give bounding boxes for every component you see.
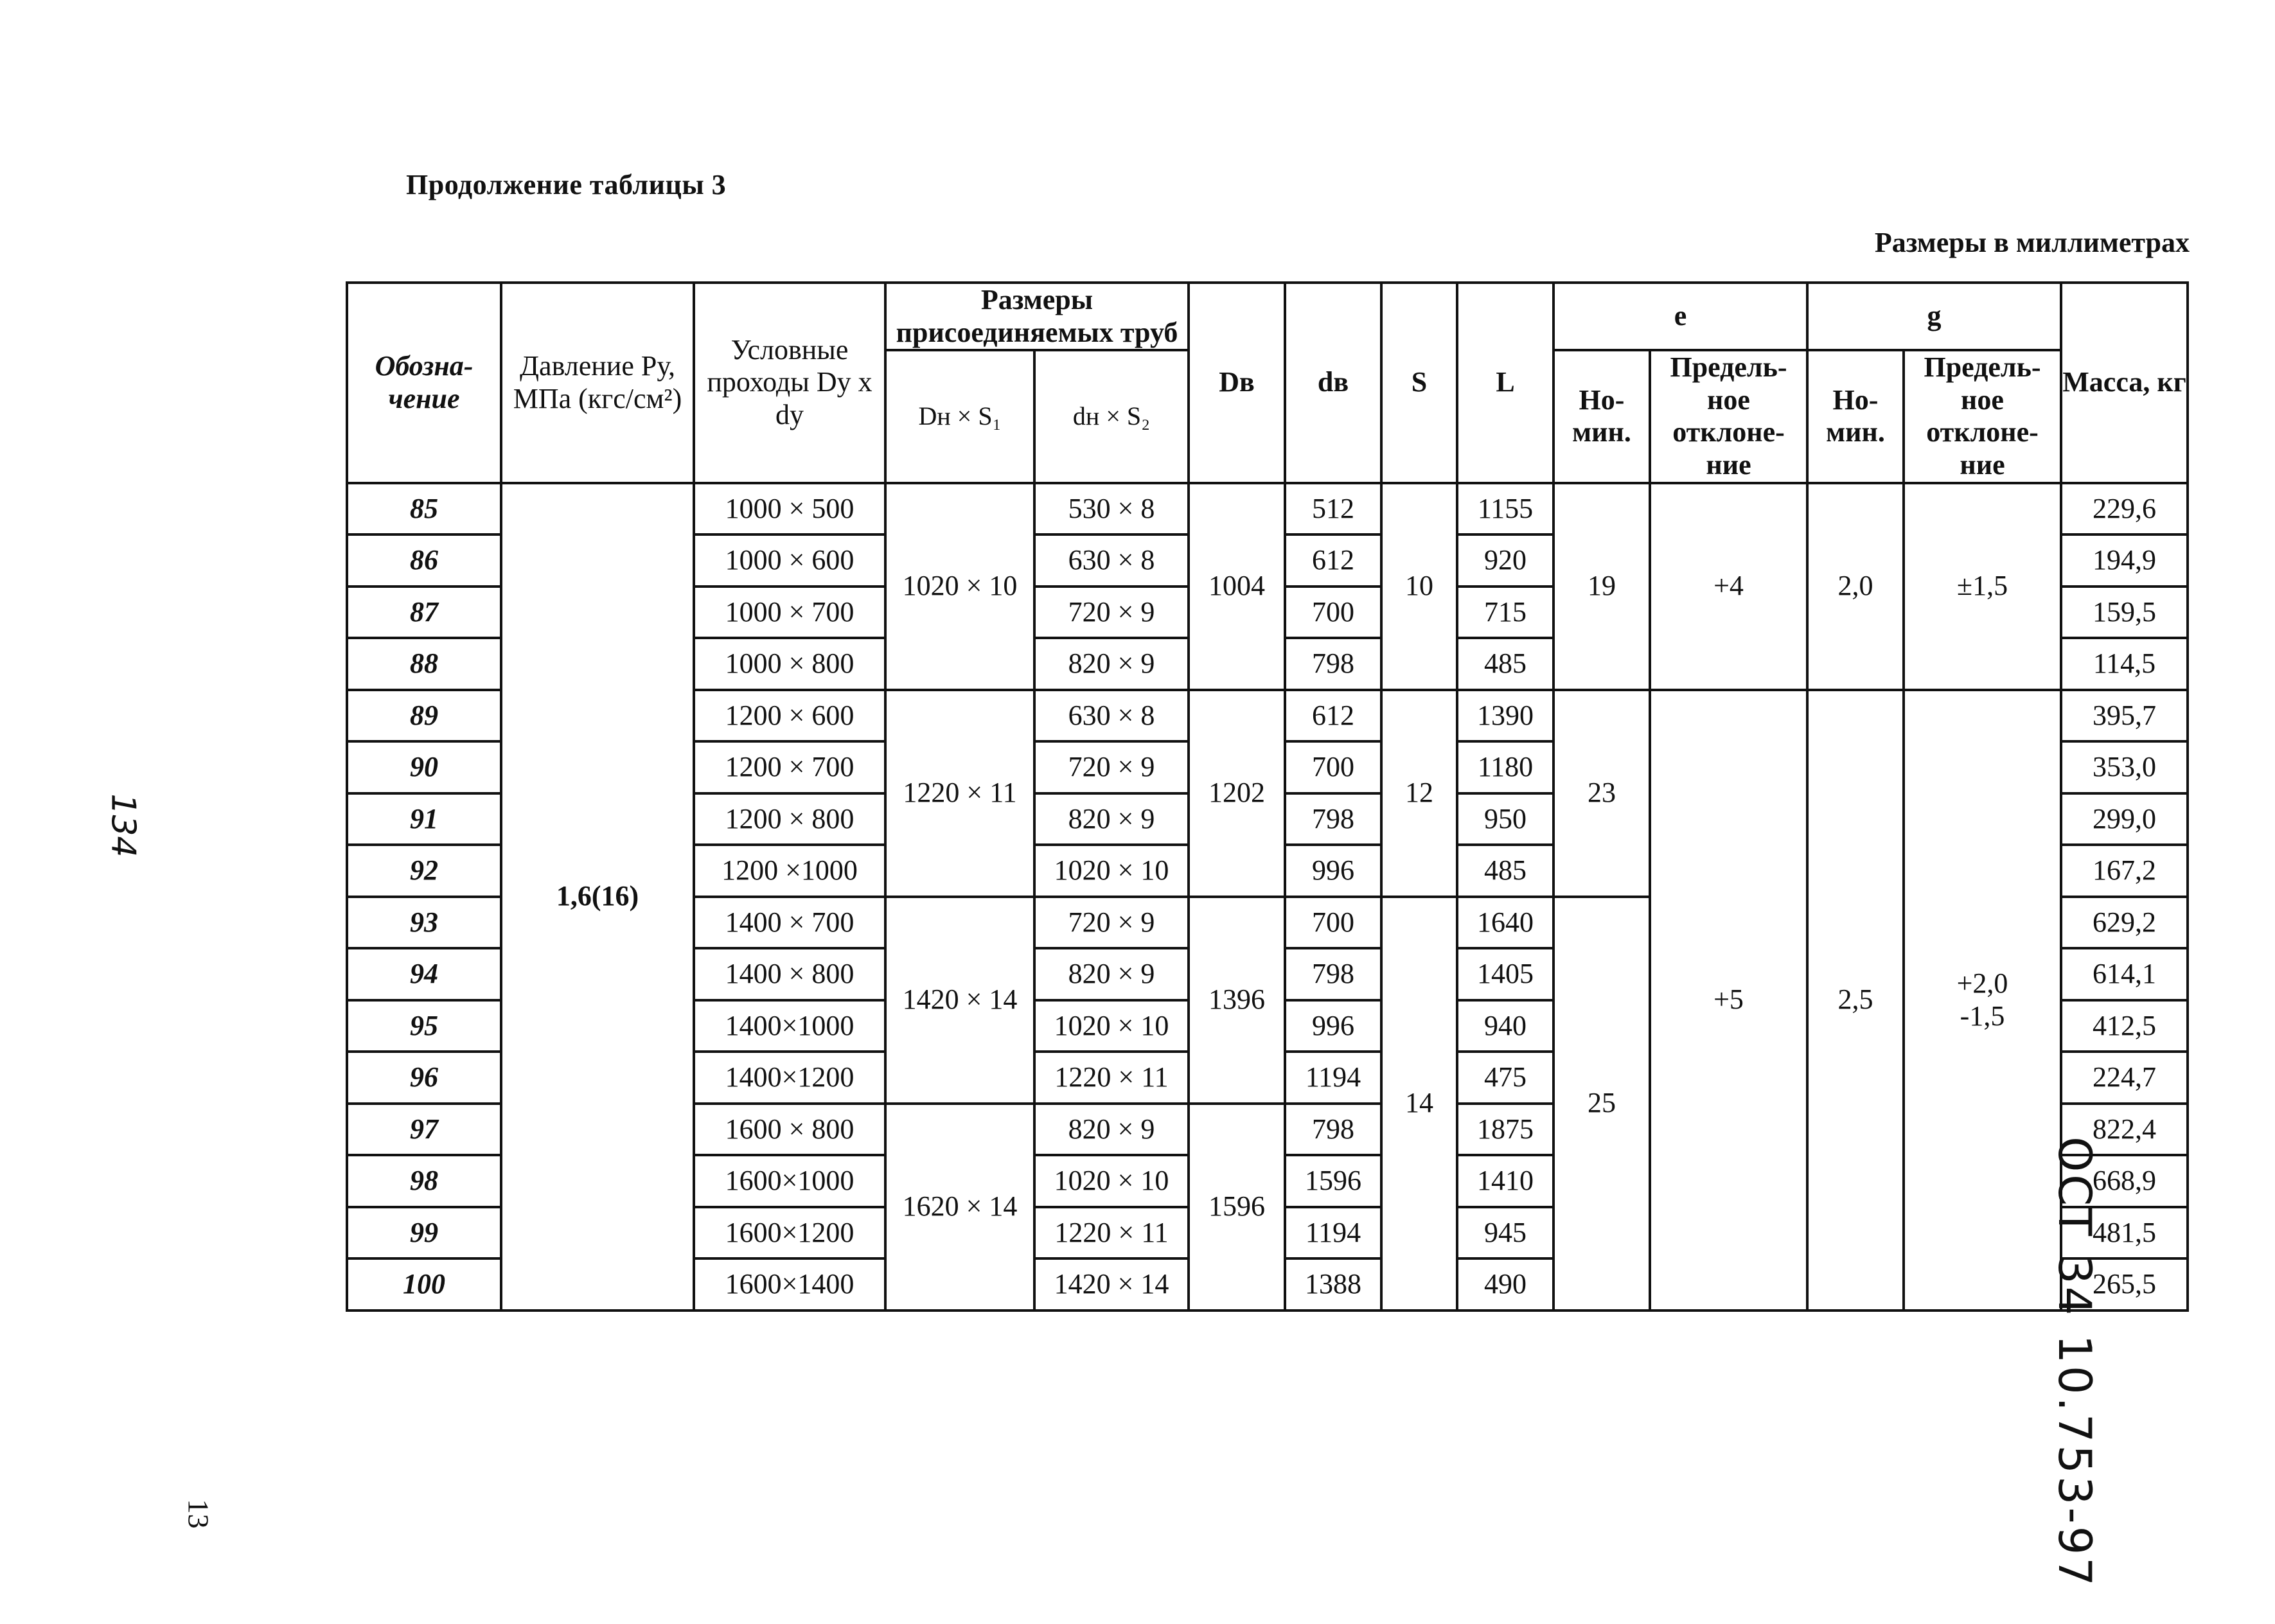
header-passes: Условные проходы Dy x dy [694,283,885,483]
group-S: 10 [1381,483,1457,690]
g-dev-lower: -1,5 [1960,1000,2005,1032]
row-d2: 720 × 9 [1034,897,1189,949]
row-L: 485 [1457,638,1554,690]
row-pass: 1000 × 500 [694,483,885,535]
row-d2: 1420 × 14 [1034,1258,1189,1311]
row-d2: 630 × 8 [1034,690,1189,742]
row-oboz: 87 [347,587,501,639]
row-d2: 530 × 8 [1034,483,1189,535]
row-oboz: 92 [347,845,501,897]
row-oboz: 100 [347,1258,501,1311]
row-mass: 167,2 [2061,845,2188,897]
row-oboz: 86 [347,534,501,587]
group-Db: 1396 [1189,897,1285,1104]
row-db: 700 [1285,587,1381,639]
header-pipes: Размеры присоединяемых труб [885,283,1189,350]
row-d2: 820 × 9 [1034,793,1189,845]
row-L: 490 [1457,1258,1554,1311]
header-pipe-D: Dн × S₁ [885,350,1034,482]
row-L: 715 [1457,587,1554,639]
row-pass: 1200 ×1000 [694,845,885,897]
row-pass: 1000 × 700 [694,587,885,639]
header-oboz: Обозна-чение [347,283,501,483]
row-pass: 1200 × 600 [694,690,885,742]
header-L: L [1457,283,1554,483]
row-mass: 229,6 [2061,483,2188,535]
row-mass: 299,0 [2061,793,2188,845]
row-oboz: 98 [347,1155,501,1207]
row-L: 945 [1457,1207,1554,1259]
group-e-dev: +5 [1650,690,1807,1311]
row-db: 798 [1285,1104,1381,1156]
row-mass: 481,5 [2061,1207,2188,1259]
row-d2: 1020 × 10 [1034,1000,1189,1052]
row-db: 512 [1285,483,1381,535]
row-d2: 720 × 9 [1034,741,1189,793]
row-pass: 1600×1000 [694,1155,885,1207]
row-L: 940 [1457,1000,1554,1052]
row-mass: 668,9 [2061,1155,2188,1207]
row-mass: 412,5 [2061,1000,2188,1052]
group-g-nom: 2,5 [1807,690,1904,1311]
row-oboz: 97 [347,1104,501,1156]
row-oboz: 89 [347,690,501,742]
group-D1: 1420 × 14 [885,897,1034,1104]
row-pass: 1600×1200 [694,1207,885,1259]
row-L: 1410 [1457,1155,1554,1207]
group-g-dev: ±1,5 [1904,483,2061,690]
header-e: e [1554,283,1807,350]
row-db: 700 [1285,741,1381,793]
row-db: 996 [1285,845,1381,897]
row-db: 996 [1285,1000,1381,1052]
row-db: 798 [1285,793,1381,845]
row-d2: 1020 × 10 [1034,1155,1189,1207]
row-pass: 1400 × 700 [694,897,885,949]
row-pass: 1600×1400 [694,1258,885,1311]
row-oboz: 96 [347,1052,501,1104]
row-pass: 1200 × 800 [694,793,885,845]
row-oboz: 85 [347,483,501,535]
row-db: 798 [1285,638,1381,690]
group-Db: 1202 [1189,690,1285,897]
document-code: ОСТ 34 10.753-97 [2048,1136,2102,1589]
header-e-dev: Предель-ное отклоне-ние [1650,350,1807,482]
row-L: 1640 [1457,897,1554,949]
row-pass: 1000 × 600 [694,534,885,587]
row-d2: 1220 × 11 [1034,1052,1189,1104]
row-pass: 1400×1200 [694,1052,885,1104]
row-L: 1875 [1457,1104,1554,1156]
row-d2: 1020 × 10 [1034,845,1189,897]
row-db: 612 [1285,690,1381,742]
header-e-nom: Но-мин. [1554,350,1650,482]
page-number: 13 [182,1499,215,1529]
row-db: 612 [1285,534,1381,587]
group-D1: 1020 × 10 [885,483,1034,690]
header-g-nom: Но-мин. [1807,350,1904,482]
row-d2: 820 × 9 [1034,948,1189,1000]
row-pass: 1600 × 800 [694,1104,885,1156]
group-e-nom: 19 [1554,483,1650,690]
row-L: 1390 [1457,690,1554,742]
header-Db: Dв [1189,283,1285,483]
row-db: 1388 [1285,1258,1381,1311]
row-mass: 822,4 [2061,1104,2188,1156]
handwritten-page-mark: 134 [103,793,143,858]
table-caption: Продолжение таблицы 3 [406,169,727,200]
header-mass: Масса, кг [2061,283,2188,483]
row-oboz: 95 [347,1000,501,1052]
group-Db: 1004 [1189,483,1285,690]
group-S: 12 [1381,690,1457,897]
group-g-dev [1904,690,2061,1311]
row-L: 1405 [1457,948,1554,1000]
row-mass: 114,5 [2061,638,2188,690]
row-mass: 395,7 [2061,690,2188,742]
pressure-value: 1,6(16) [501,483,694,1311]
row-oboz: 99 [347,1207,501,1259]
row-pass: 1200 × 700 [694,741,885,793]
group-D1: 1220 × 11 [885,690,1034,897]
row-db: 1596 [1285,1155,1381,1207]
row-d2: 630 × 8 [1034,534,1189,587]
row-db: 798 [1285,948,1381,1000]
row-pass: 1000 × 800 [694,638,885,690]
row-d2: 720 × 9 [1034,587,1189,639]
row-mass: 265,5 [2061,1258,2188,1311]
row-L: 485 [1457,845,1554,897]
header-db: dв [1285,283,1381,483]
row-mass: 224,7 [2061,1052,2188,1104]
row-oboz: 88 [347,638,501,690]
group-e-nom: 25 [1554,897,1650,1311]
row-mass: 159,5 [2061,587,2188,639]
group-S: 14 [1381,897,1457,1311]
header-pipe-d: dн × S₂ [1034,350,1189,482]
row-oboz: 93 [347,897,501,949]
row-db: 1194 [1285,1207,1381,1259]
row-mass: 194,9 [2061,534,2188,587]
row-pass: 1400×1000 [694,1000,885,1052]
group-D1: 1620 × 14 [885,1104,1034,1311]
row-mass: 353,0 [2061,741,2188,793]
row-mass: 629,2 [2061,897,2188,949]
group-g-nom: 2,0 [1807,483,1904,690]
group-e-nom: 23 [1554,690,1650,897]
header-pressure: Давление Ру, МПа (кгс/см²) [501,283,694,483]
row-pass: 1400 × 800 [694,948,885,1000]
row-oboz: 94 [347,948,501,1000]
header-g-dev: Предель-ное отклоне-ние [1904,350,2061,482]
row-oboz: 90 [347,741,501,793]
row-db: 700 [1285,897,1381,949]
row-mass: 614,1 [2061,948,2188,1000]
row-L: 950 [1457,793,1554,845]
row-d2: 820 × 9 [1034,638,1189,690]
row-d2: 1220 × 11 [1034,1207,1189,1259]
header-g: g [1807,283,2061,350]
row-L: 1180 [1457,741,1554,793]
units-note: Размеры в миллиметрах [1874,227,2190,258]
g-dev-upper: +2,0 [1956,967,2008,999]
group-e-dev: +4 [1650,483,1807,690]
header-S: S [1381,283,1457,483]
row-db: 1194 [1285,1052,1381,1104]
group-Db: 1596 [1189,1104,1285,1311]
row-L: 920 [1457,534,1554,587]
row-oboz: 91 [347,793,501,845]
row-L: 475 [1457,1052,1554,1104]
row-L: 1155 [1457,483,1554,535]
spec-table [346,281,2189,1312]
row-d2: 820 × 9 [1034,1104,1189,1156]
